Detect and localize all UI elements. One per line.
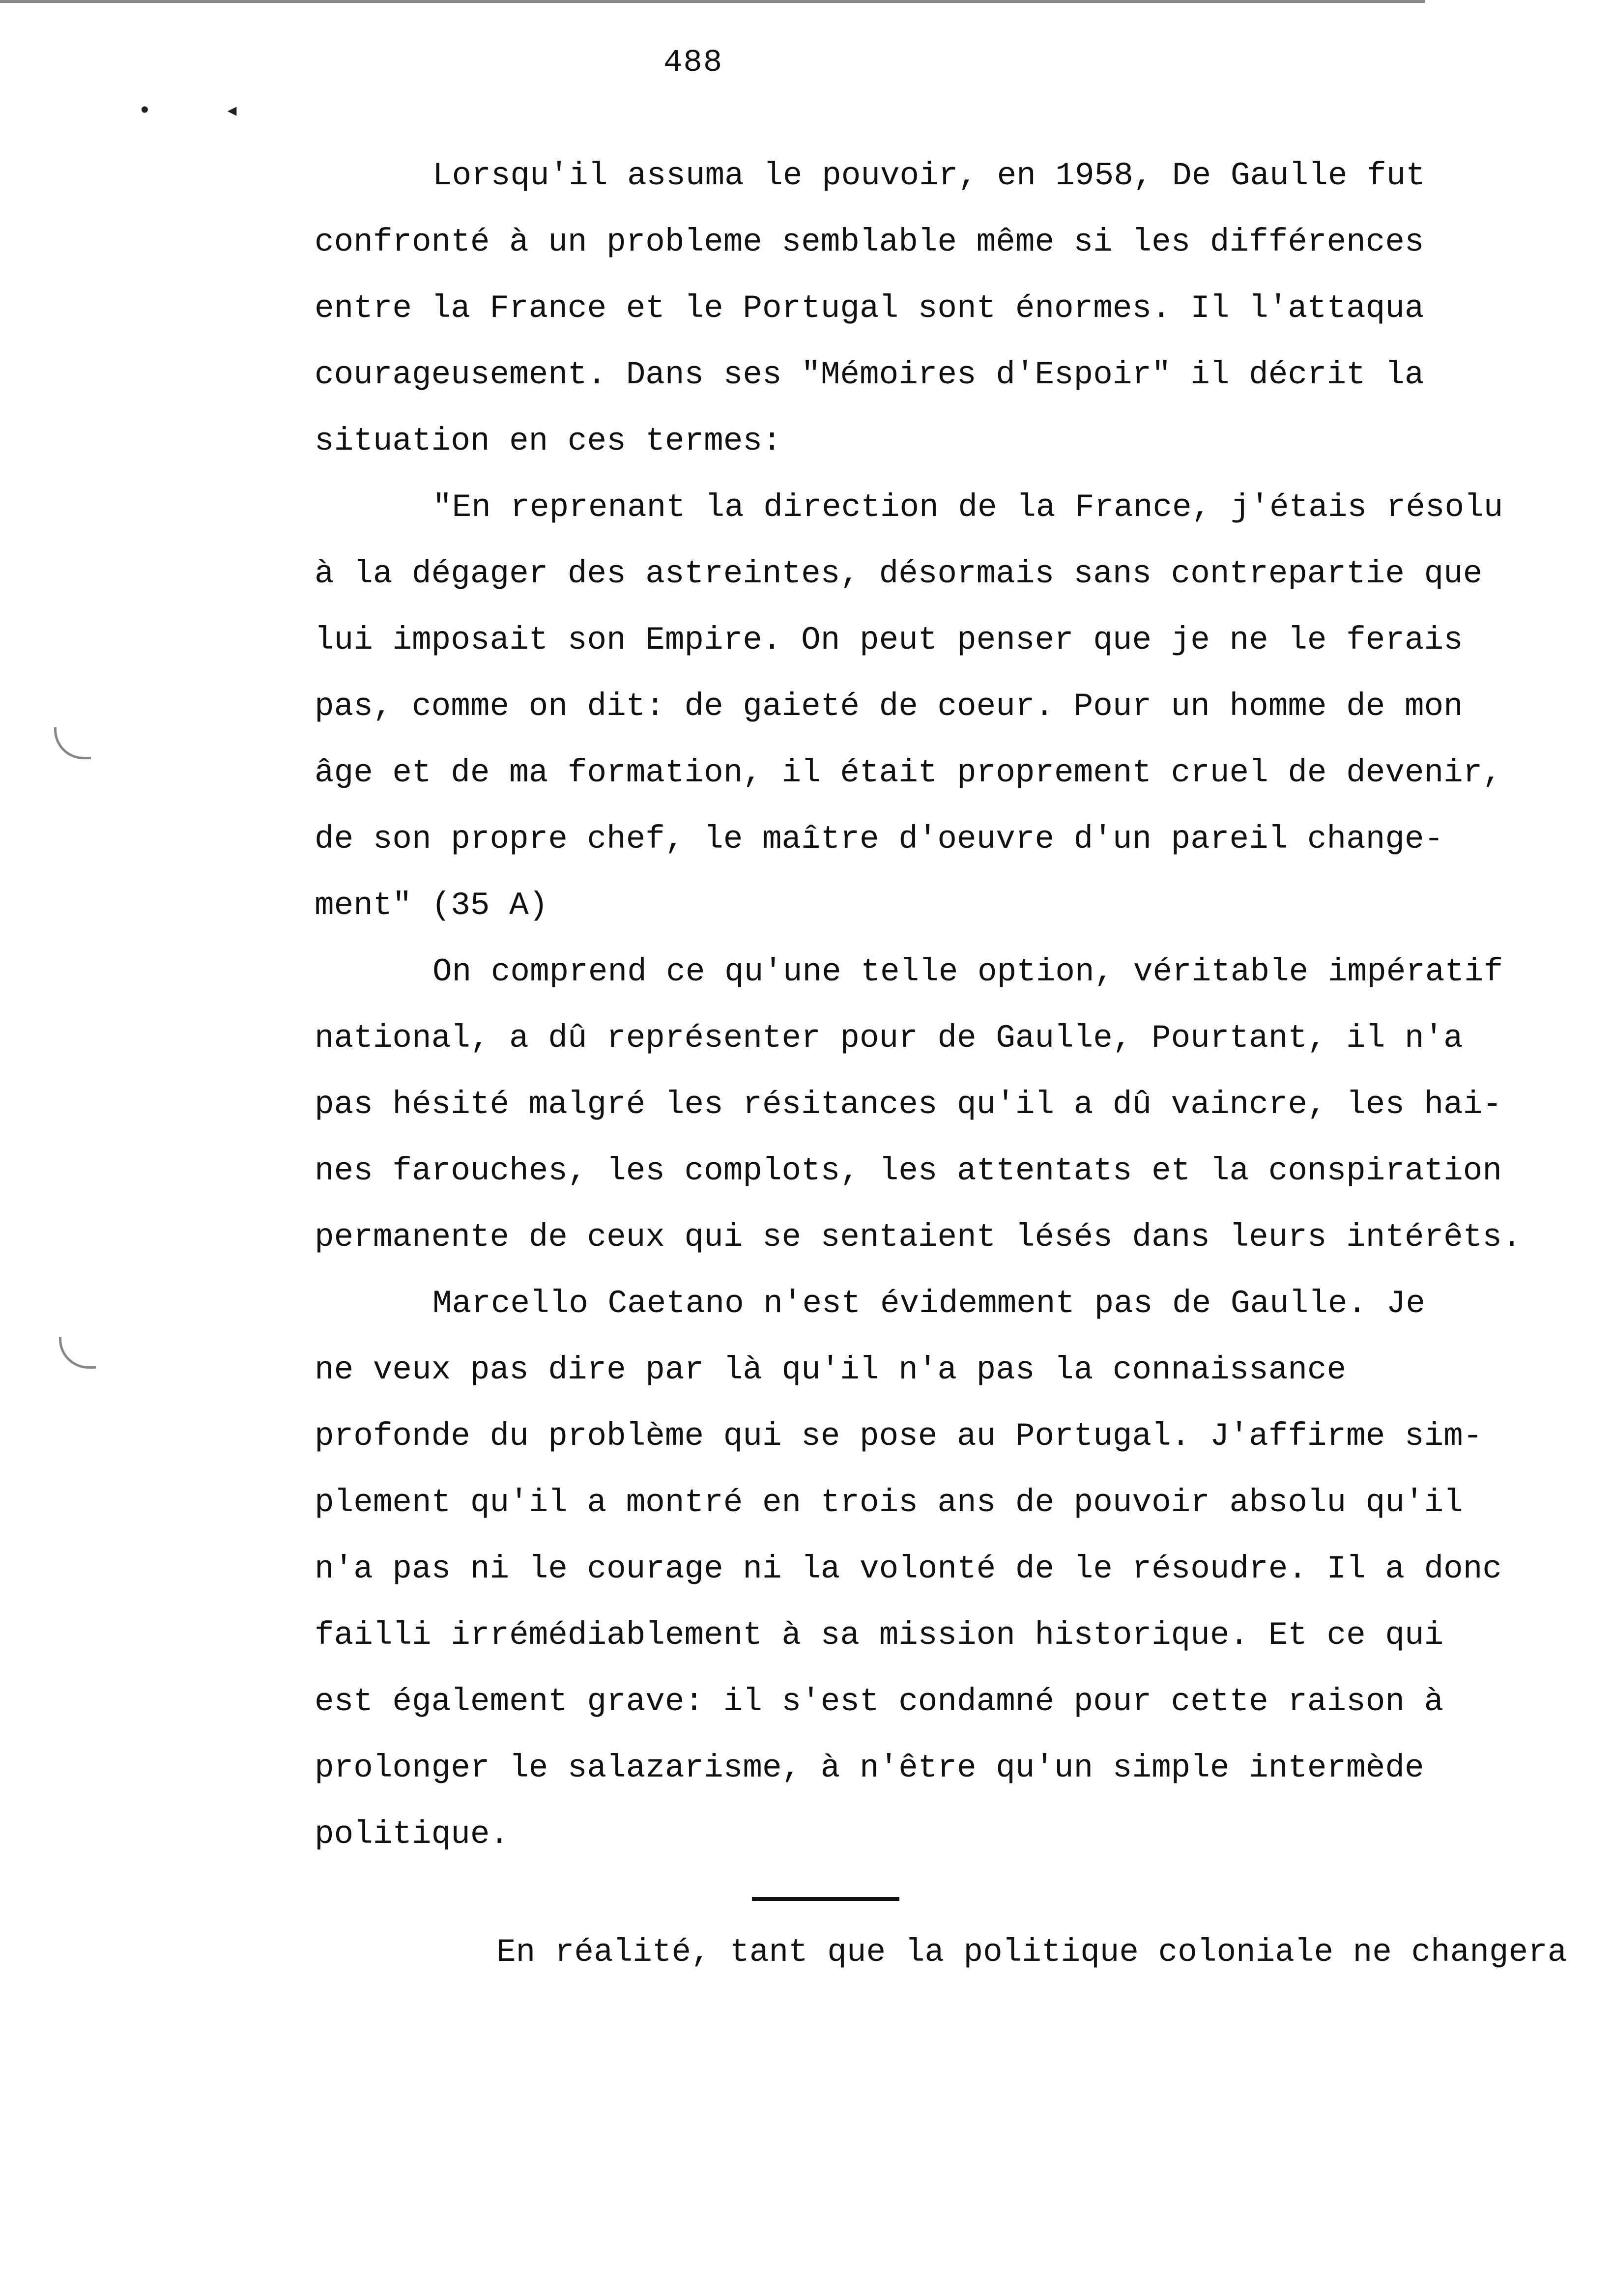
paragraph-4-line-8: prolonger le salazarisme, à n'être qu'un simple intermède — [315, 1750, 1424, 1786]
paragraph-2-line-4: pas, comme on dit: de gaieté de coeur. Pour un homme de mon — [315, 688, 1463, 725]
paragraph-4-line-2: ne veux pas dire par là qu'il n'a pas la connaissance — [315, 1351, 1347, 1388]
paragraph-4-line-3: profonde du problème qui se pose au Portugal. J'affirme sim- — [315, 1418, 1483, 1455]
paragraph-4-line-5: n'a pas ni le courage ni la volonté de le résoudre. Il a donc — [315, 1550, 1502, 1587]
margin-bracket-mark — [59, 1337, 96, 1369]
paragraph-1-line-1: Lorsqu'il assuma le pouvoir, en 1958, De Gaulle fut — [432, 157, 1425, 194]
paragraph-4-line-6: failli irrémédiablement à sa mission historique. Et ce qui — [315, 1617, 1444, 1654]
paragraph-1-line-3: entre la France et le Portugal sont énormes. Il l'attaqua — [315, 290, 1424, 327]
margin-marks: • ◂ — [138, 98, 269, 125]
paragraph-3-line-4: nes farouches, les complots, les attentats et la conspiration — [315, 1152, 1502, 1189]
paragraph-3-line-2: national, a dû représenter pour de Gaulle, Pourtant, il n'a — [315, 1020, 1463, 1057]
paragraph-3-line-5: permanente de ceux qui se sentaient lésés dans leurs intérêts. — [315, 1219, 1522, 1256]
paragraph-1-line-2: confronté à un probleme semblable même si les différences — [315, 224, 1424, 260]
paragraph-4-line-1: Marcello Caetano n'est évidemment pas de Gaulle. Je — [432, 1285, 1425, 1322]
paragraph-2-line-6: de son propre chef, le maître d'oeuvre d'un pareil change- — [315, 821, 1444, 858]
paragraph-1-line-5: situation en ces termes: — [315, 423, 782, 459]
paragraph-2-line-3: lui imposait son Empire. On peut penser que je ne le ferais — [315, 622, 1463, 659]
paragraph-3-line-3: pas hésité malgré les résitances qu'il a dû vaincre, les hai- — [315, 1086, 1502, 1123]
document-body — [315, 143, 1573, 1867]
top-edge-rule — [0, 0, 1425, 3]
section-separator — [752, 1897, 899, 1901]
margin-bracket-mark — [54, 727, 91, 759]
paragraph-4-line-7: est également grave: il s'est condamné pour cette raison à — [315, 1683, 1444, 1720]
closing-line: En réalité, tant que la politique coloniale ne changera — [496, 1934, 1567, 1971]
page-number: 488 — [663, 45, 723, 81]
paragraph-2-line-1: "En reprenant la direction de la France, j'étais résolu — [432, 489, 1503, 526]
paragraph-2-line-5: âge et de ma formation, il était proprement cruel de devenir, — [315, 754, 1502, 791]
paragraph-3-line-1: On comprend ce qu'une telle option, véritable impératif — [432, 953, 1503, 990]
paragraph-2-line-2: à la dégager des astreintes, désormais sans contrepartie que — [315, 555, 1483, 592]
paragraph-4-line-9: politique. — [315, 1816, 510, 1853]
paragraph-4-line-4: plement qu'il a montré en trois ans de pouvoir absolu qu'il — [315, 1484, 1463, 1521]
paragraph-1-line-4: courageusement. Dans ses "Mémoires d'Espoir" il décrit la — [315, 356, 1424, 393]
paragraph-2-line-7: ment" (35 A) — [315, 887, 548, 924]
